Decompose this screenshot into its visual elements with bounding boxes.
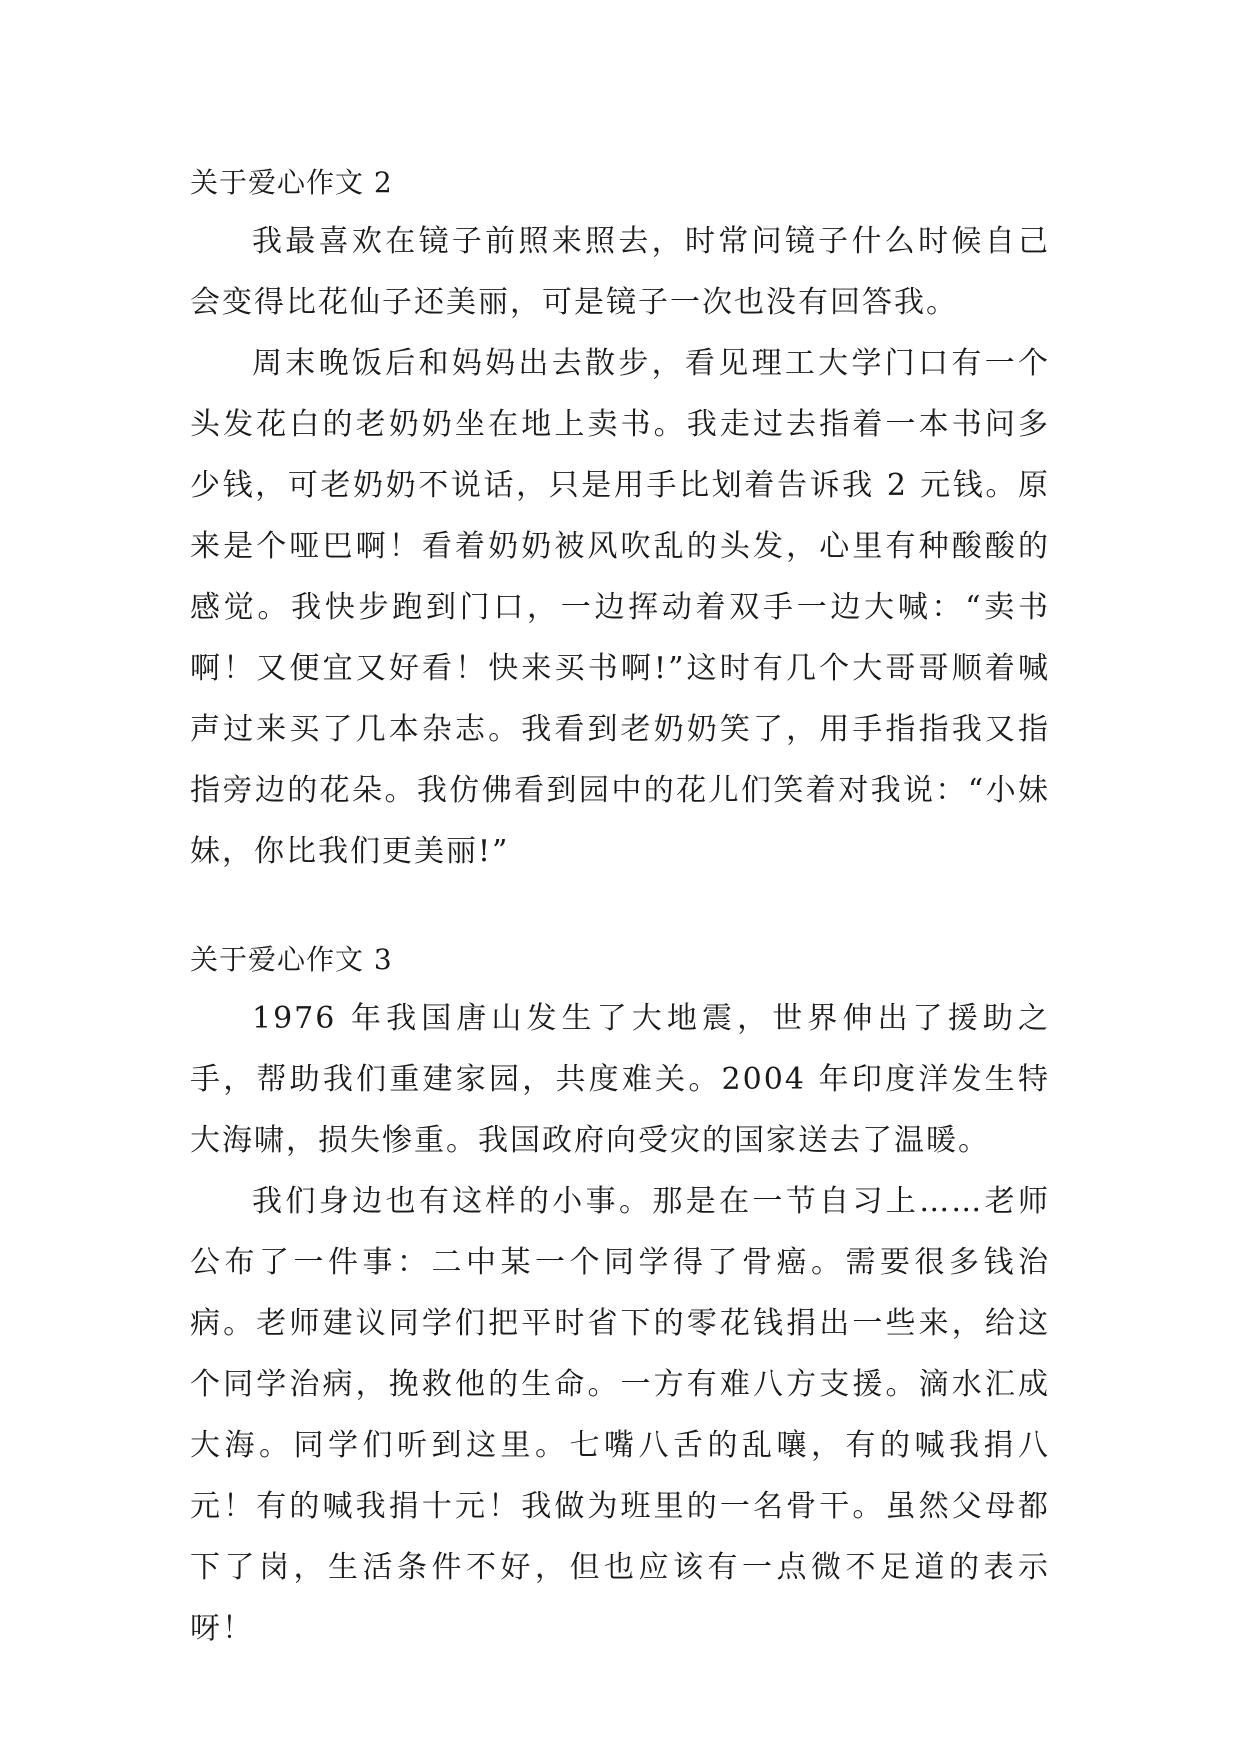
paragraph: 周末晚饭后和妈妈出去散步，看见理工大学门口有一个头发花白的老奶奶坐在地上卖书。我走过去指着一本书问多少钱，可老奶奶不说话，只是用手比划着告诉我 2 元钱。原来是个哑巴啊！看着奶奶被风吹乱的头发，心里有种酸酸的感觉。我快步跑到门口，一边挥动着双手一边大喊：“卖书啊！又便宜又好看！快来买书啊!”这时有几个大哥哥顺着喊声过来买了几本杂志。我看到老奶奶笑了，用手指指我又指指旁边的花朵。我仿佛看到园中的花儿们笑着对我说：“小妹妹，你比我们更美丽!” — [190, 346, 1050, 869]
essay-section-3 — [190, 932, 1050, 1659]
section-title: 关于爱心作文 3 — [190, 943, 393, 976]
document-page — [190, 155, 1050, 1659]
essay-section-2 — [190, 155, 1050, 882]
section-title: 关于爱心作文 2 — [190, 166, 393, 199]
paragraph: 1976 年我国唐山发生了大地震，世界伸出了援助之手，帮助我们重建家园，共度难关。2004 年印度洋发生特大海啸，损失惨重。我国政府向受灾的国家送去了温暖。 — [190, 1001, 1050, 1158]
paragraph: 我最喜欢在镜子前照来照去，时常问镜子什么时候自己会变得比花仙子还美丽，可是镜子一次也没有回答我。 — [190, 224, 1050, 320]
paragraph: 我们身边也有这样的小事。那是在一节自习上……老师公布了一件事：二中某一个同学得了骨癌。需要很多钱治病。老师建议同学们把平时省下的零花钱捐出一些来，给这个同学治病，挽救他的生命。一方有难八方支援。滴水汇成大海。同学们听到这里。七嘴八舌的乱嚷，有的喊我捐八元！有的喊我捐十元！我做为班里的一名骨干。虽然父母都下了岗，生活条件不好，但也应该有一点微不足道的表示呀！ — [190, 1184, 1050, 1646]
